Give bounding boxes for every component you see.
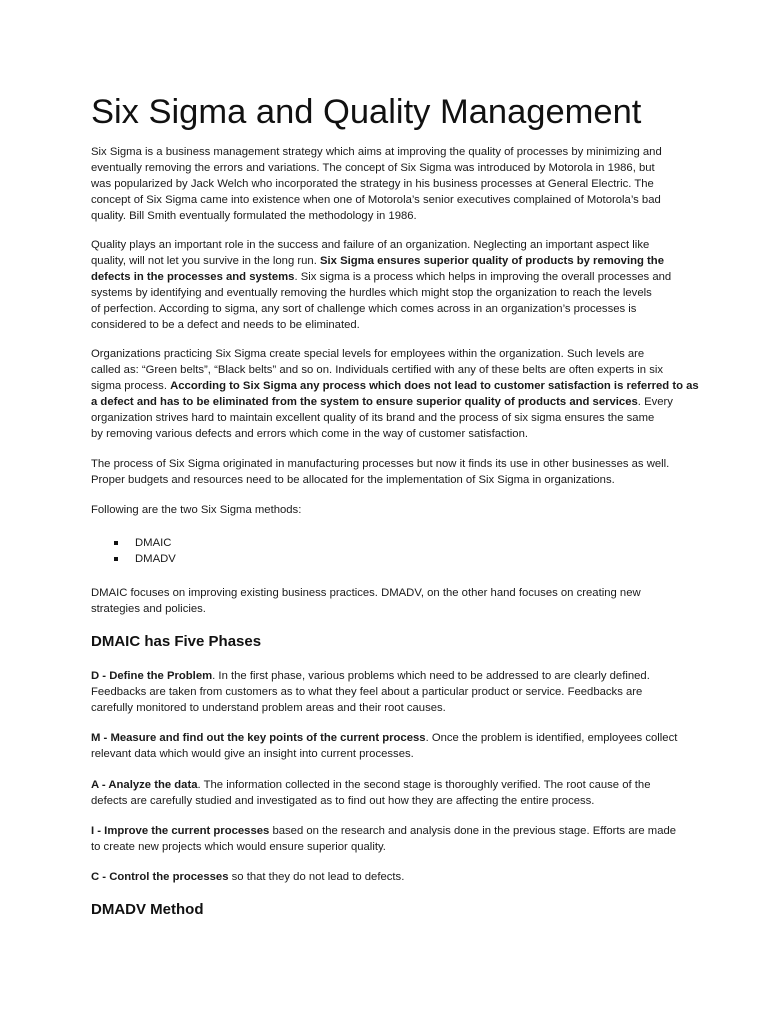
emphasis-text: a defect and has to be eliminated from the system to ensure superior quality of products and services <box>91 396 638 408</box>
paragraph-5-line: Following are the two Six Sigma methods: <box>91 504 302 516</box>
text-run: sigma process. <box>91 380 171 392</box>
paragraph-1-line: quality. Bill Smith eventually formulated the methodology in 1986. <box>91 210 417 222</box>
paragraph-6-line: DMAIC focuses on improving existing business practices. DMADV, on the other hand focuses on creating new <box>91 587 641 599</box>
page-title: Six Sigma and Quality Management <box>91 93 642 131</box>
bullet-marker <box>114 541 118 545</box>
paragraph-1-line: eventually removing the errors and variations. The concept of Six Sigma was introduced by Motorola in 1986, but <box>91 162 655 174</box>
text-run: quality, will not let you survive in the long run. <box>91 255 320 267</box>
emphasis-text: According to Six Sigma any process which does not lead to customer satisfaction is referred to as <box>170 380 699 392</box>
paragraph-4-line: Proper budgets and resources need to be allocated for the implementation of Six Sigma in organizations. <box>91 474 615 486</box>
emphasis-text: Six Sigma ensures superior quality of products by removing the <box>319 255 664 267</box>
phase-i-line <box>91 824 676 839</box>
text-run: based on the research and analysis done in the previous stage. Efforts are made <box>269 825 677 837</box>
phase-d-line: carefully monitored to understand problem areas and their root causes. <box>91 702 446 714</box>
phase-label: D - Define the Problem <box>91 670 213 682</box>
phase-label: I - Improve the current processes <box>91 825 270 837</box>
paragraph-4-line: The process of Six Sigma originated in manufacturing processes but now it finds its use in other businesses as well. <box>91 458 670 470</box>
bullet-marker <box>114 557 118 561</box>
text-run: . Six sigma is a process which helps in improving the overall processes and <box>294 271 672 283</box>
paragraph-2-line <box>91 254 664 269</box>
text-run: so that they do not lead to defects. <box>228 871 405 883</box>
paragraph-1-line: was popularized by Jack Welch who incorporated the strategy in his business processes at General Electric. The <box>91 178 654 190</box>
paragraph-2-line: systems by identifying and eventually removing the hurdles which might stop the organization to reach the levels <box>91 287 652 299</box>
paragraph-3-line <box>91 395 673 410</box>
phase-label: M - Measure and find out the key points of the current process <box>91 732 426 744</box>
paragraph-2-line: of perfection. According to sigma, any sort of challenge which comes across in an organization’s processes is <box>91 303 637 315</box>
phase-label: A - Analyze the data <box>91 779 198 791</box>
paragraph-6-line: strategies and policies. <box>91 603 206 615</box>
paragraph-3-line: by removing various defects and errors which come in the way of customer satisfaction. <box>91 428 529 440</box>
paragraph-1-line: Six Sigma is a business management strategy which aims at improving the quality of processes by minimizing and <box>91 146 662 158</box>
phase-m-line <box>91 731 677 746</box>
text-run: . The information collected in the second stage is thoroughly verified. The root cause of the <box>197 779 651 791</box>
paragraph-3-line: Organizations practicing Six Sigma create special levels for employees within the organization. Such levels are <box>91 348 645 360</box>
phase-c-line <box>91 870 404 885</box>
text-run: . Every <box>637 396 673 408</box>
paragraph-2-line: Quality plays an important role in the success and failure of an organization. Neglecting an important aspect like <box>91 239 650 251</box>
phase-d-line <box>91 669 650 684</box>
section-heading-dmadv: DMADV Method <box>91 901 204 918</box>
paragraph-2-line: considered to be a defect and needs to be eliminated. <box>91 319 360 331</box>
phase-a-line: defects are carefully studied and investigated as to find out how they are affecting the entire process. <box>91 795 595 807</box>
phase-i-line: to create new projects which would ensure superior quality. <box>91 841 386 853</box>
paragraph-1-line: concept of Six Sigma came into existence when one of Motorola’s senior executives complained of Motorola’s bad <box>91 194 661 206</box>
phase-d-line: Feedbacks are taken from customers as to what they feel about a particular product or service. Feedbacks are <box>91 686 643 698</box>
phase-a-line <box>91 778 651 793</box>
paragraph-3-line: organization strives hard to maintain excellent quality of its brand and the process of six sigma ensures the same <box>91 412 655 424</box>
list-item: DMADV <box>135 553 176 565</box>
list-item: DMAIC <box>135 537 172 549</box>
section-heading-dmaic: DMAIC has Five Phases <box>91 633 262 650</box>
phase-m-line: relevant data which would give an insight into current processes. <box>91 748 414 760</box>
paragraph-3-line <box>91 379 699 394</box>
paragraph-3-line: called as: “Green belts”, “Black belts” and so on. Individuals certified with any of these belts are often experts in six <box>91 364 664 376</box>
paragraph-2-line <box>91 270 671 285</box>
emphasis-text: defects in the processes and systems <box>91 271 295 283</box>
text-run: . Once the problem is identified, employees collect <box>425 732 678 744</box>
text-run: . In the first phase, various problems which need to be addressed to are clearly defined. <box>212 670 650 682</box>
phase-label: C - Control the processes <box>91 871 229 883</box>
